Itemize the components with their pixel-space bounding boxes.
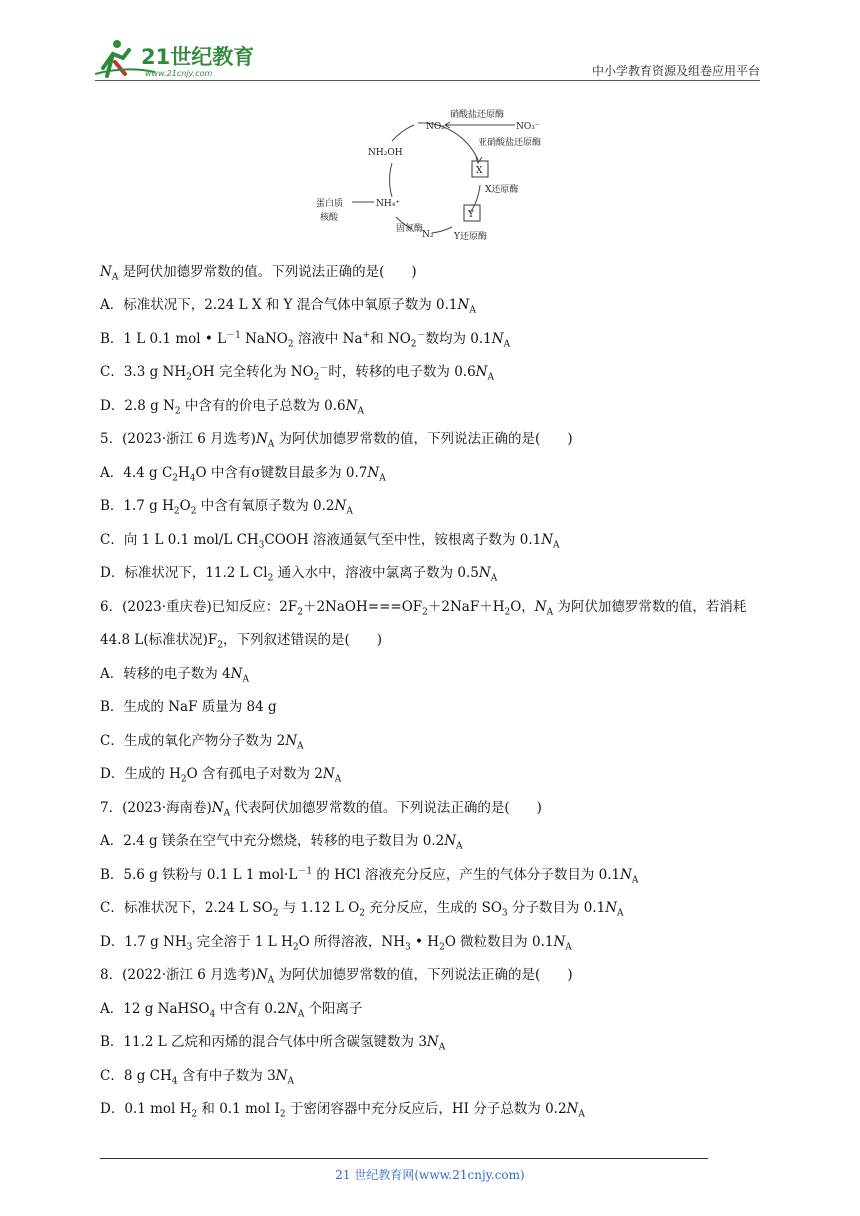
q5-option-c: C．向 1 L 0.1 mol/L $CH_3COOH$ 溶液通氨气至中性，铵根离子数为 $0.1N_A$ — [100, 532, 560, 551]
q6-stem-line2: 44.8 L(标准状况)$F_2$，下列叙述错误的是( ) — [100, 632, 382, 651]
no2-label: NO₂⁻ — [426, 122, 450, 132]
q5-option-a: A．4.4 g $C_2H_4O$ 中含有σ键数目最多为 $0.7N_A$ — [100, 465, 386, 484]
nh4-label: NH₄⁺ — [376, 199, 401, 209]
svg-text:www.21cnjy.com: www.21cnjy.com — [145, 69, 213, 78]
q8-stem: 8．(2022·浙江 6 月选考)$N_A$ 为阿伏加德罗常数的值，下列说法正确的是( ) — [100, 967, 573, 986]
x-reductase-label: X还原酶 — [485, 185, 519, 195]
y-reductase-label: Y还原酶 — [454, 232, 487, 242]
header-divider — [95, 80, 760, 81]
footer-link[interactable]: 21 世纪教育网(www.21cnjy.com) — [335, 1168, 525, 1182]
q7-option-c: C．标准状况下，2.24 L $SO_2$ 与 1.12 L $O_2$ 充分反应，生成的 $SO_3$ 分子数目为 $0.1N_A$ — [100, 900, 624, 919]
page-header — [95, 34, 760, 82]
no3-label: NO₃⁻ — [516, 122, 540, 132]
x-box-label: X — [476, 166, 483, 176]
q8-option-c: C．8 g $CH_4$ 含有中子数为 $3N_A$ — [100, 1068, 294, 1087]
nitrate-reductase-label: 硝酸盐还原酶 — [450, 110, 505, 120]
footer-divider — [100, 1158, 708, 1159]
q7-option-d: D．1.7 g $NH_3$ 完全溶于 1 L $H_2O$ 所得溶液，$NH_3$ • $H_2O$ 微粒数目为 $0.1N_A$ — [100, 934, 572, 953]
q6-stem-line1: 6．(2023·重庆卷)已知反应：$2F_2+2NaOH===OF_2+2NaF+H_2O$，$N_A$ 为阿伏加德罗常数的值，若消耗 — [100, 599, 747, 618]
q6-option-c: C．生成的氧化产物分子数为 $2N_A$ — [100, 733, 304, 752]
q4-stem: $N_A$ 是阿伏加德罗常数的值。下列说法正确的是( ) — [100, 264, 417, 283]
q4-option-a: A．标准状况下，2.24 L X 和 Y 混合气体中氧原子数为 $0.1N_A$ — [100, 297, 476, 316]
nitrogen-cycle-diagram — [300, 105, 570, 250]
nitrite-reductase-label: 亚硝酸盐还原酶 — [478, 138, 542, 148]
site-logo — [95, 36, 265, 80]
q5-option-b: B．1.7 g $H_2O_2$ 中含有氧原子数为 $0.2N_A$ — [100, 498, 353, 517]
q5-stem: 5．(2023·浙江 6 月选考)$N_A$ 为阿伏加德罗常数的值，下列说法正确的是( ) — [100, 431, 573, 450]
q8-option-b: B．11.2 L 乙烷和丙烯的混合气体中所含碳氢键数为 $3N_A$ — [100, 1034, 446, 1053]
q7-stem: 7．(2023·海南卷)$N_A$ 代表阿伏加德罗常数的值。下列说法正确的是( ) — [100, 800, 542, 819]
nh2oh-label: NH₂OH — [368, 148, 403, 158]
nucleic-acid-label: 核酸 — [320, 213, 339, 223]
q6-option-b: B．生成的 NaF 质量为 84 g — [100, 699, 277, 715]
q7-option-a: A．2.4 g 镁条在空气中充分燃烧，转移的电子数目为 $0.2N_A$ — [100, 833, 463, 852]
q6-option-a: A．转移的电子数为 $4N_A$ — [100, 666, 249, 685]
q4-option-c: C．3.3 g $NH_2OH$ 完全转化为 $NO_2^-$时，转移的电子数为 $0.6N_A$ — [100, 363, 494, 383]
q5-option-d: D．标准状况下，11.2 L $Cl_2$ 通入水中，溶液中氯离子数为 $0.5N_A$ — [100, 565, 498, 584]
q7-option-b: B．5.6 g 铁粉与 0.1 L 1 $mol\cdot L^{-1}$ 的 HCl 溶液充分反应，产生的气体分子数目为 $0.1N_A$ — [100, 866, 639, 886]
nitrogenase-label: 固氮酶 — [396, 224, 424, 234]
q4-option-d: D．2.8 g $N_2$ 中含有的价电子总数为 $0.6N_A$ — [100, 398, 364, 417]
q8-option-d: D．0.1 mol $H_2$ 和 0.1 mol $I_2$ 于密闭容器中充分反应后，HI 分子总数为 $0.2N_A$ — [100, 1101, 585, 1120]
q6-option-d: D．生成的 $H_2O$ 含有孤电子对数为 $2N_A$ — [100, 766, 342, 785]
svg-text:21世纪教育: 21世纪教育 — [141, 45, 255, 69]
protein-label: 蛋白质 — [316, 199, 344, 209]
header-platform-name: 中小学教育资源及组卷应用平台 — [591, 64, 760, 78]
q4-option-b: B．1 L 0.1 mol • $L^{-1}$ NaNO$_2$ 溶液中 Na+和 $NO_2^-$数均为 $0.1N_A$ — [100, 330, 511, 350]
q8-option-a: A．12 g NaHSO$_4$ 中含有 $0.2N_A$ 个阳离子 — [100, 1001, 363, 1020]
y-box-label: Y — [468, 210, 474, 220]
n2-label: N₂ — [422, 230, 434, 240]
